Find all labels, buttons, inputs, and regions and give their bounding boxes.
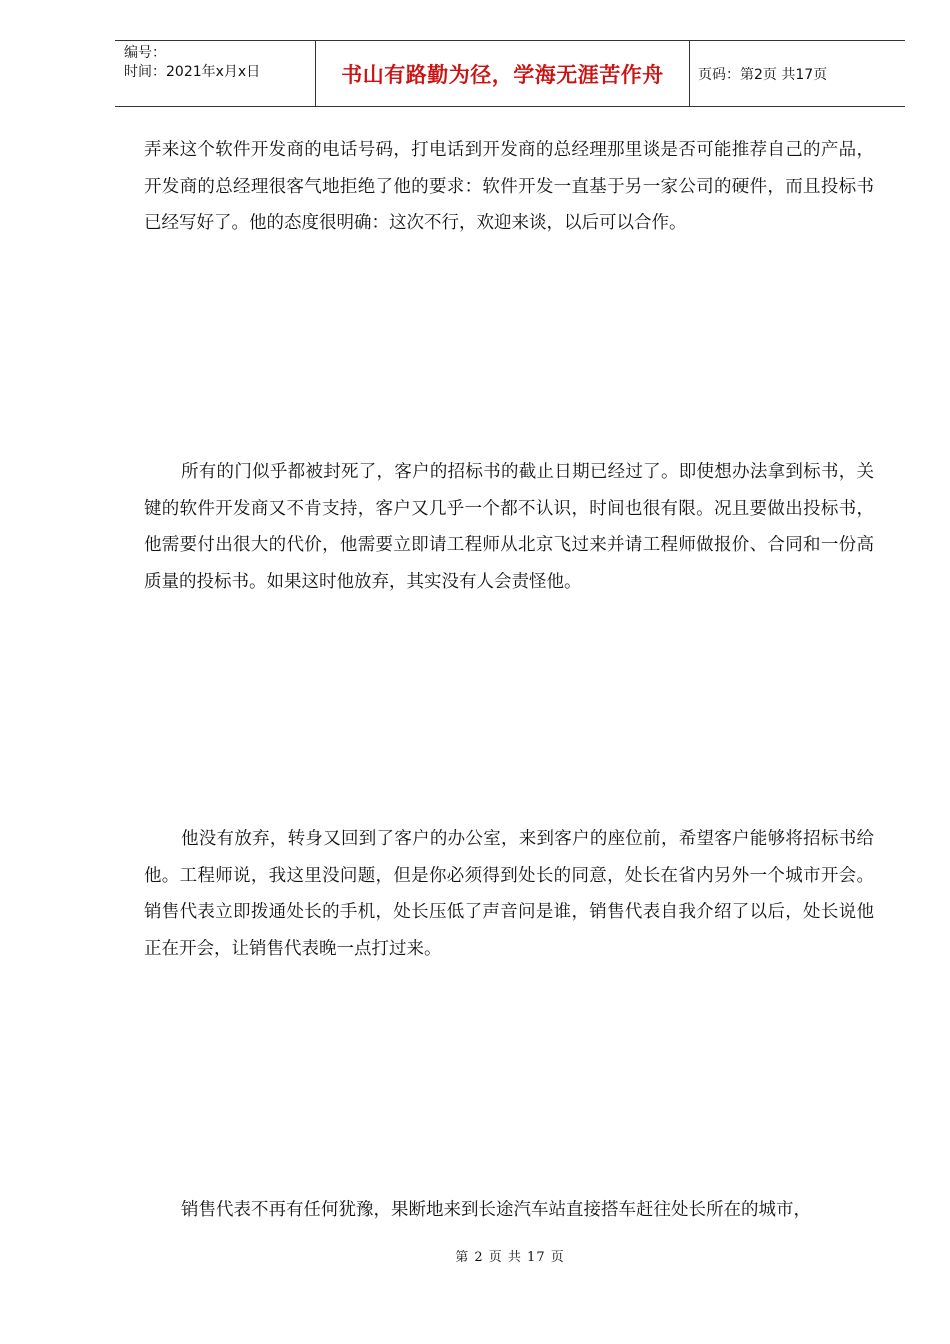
paragraph-1: 弄来这个软件开发商的电话号码，打电话到开发商的总经理那里谈是否可能推荐自己的产品，开发商的总经理很客气地拒绝了他的要求：软件开发一直基于另一家公司的硬件，而且投标书已经写好了。他的态度很明确：这次不行，欢迎来谈，以后可以合作。 (144, 140, 874, 233)
document-number-label: 编号： (124, 45, 166, 61)
paragraph-2: 所有的门似乎都被封死了，客户的招标书的截止日期已经过了。即使想办法拿到标书，关键的软件开发商又不肯支持，客户又几乎一个都不认识，时间也很有限。况且要做出投标书，他需要付出很大的代价，他需要立即请工程师从北京飞过来并请工程师做报价、合同和一份高质量的投标书。如果这时他放弃，其实没有人会责怪他。 (144, 462, 874, 592)
header-motto: 书山有路勤为径，学海无涯苦作舟 (316, 41, 690, 107)
paragraph-4: 销售代表不再有任何犹豫，果断地来到长途汽车站直接搭车赶往处长所在的城市， (181, 1200, 811, 1220)
page-header (115, 40, 905, 107)
page-footer: 第 2 页 共 17 页 (455, 1250, 565, 1265)
header-meta (115, 41, 316, 107)
document-date-label: 时间：2021年x月x日 (124, 64, 261, 80)
paragraph-3: 他没有放弃，转身又回到了客户的办公室，来到客户的座位前，希望客户能够将招标书给他。工程师说，我这里没问题，但是你必须得到处长的同意，处长在省内另外一个城市开会。销售代表立即拨通处长的手机，处长压低了声音问是谁，销售代表自我介绍了以后，处长说他正在开会，让销售代表晚一点打过来。 (144, 829, 874, 959)
header-page-number: 页码：第2页 共17页 (698, 67, 828, 83)
